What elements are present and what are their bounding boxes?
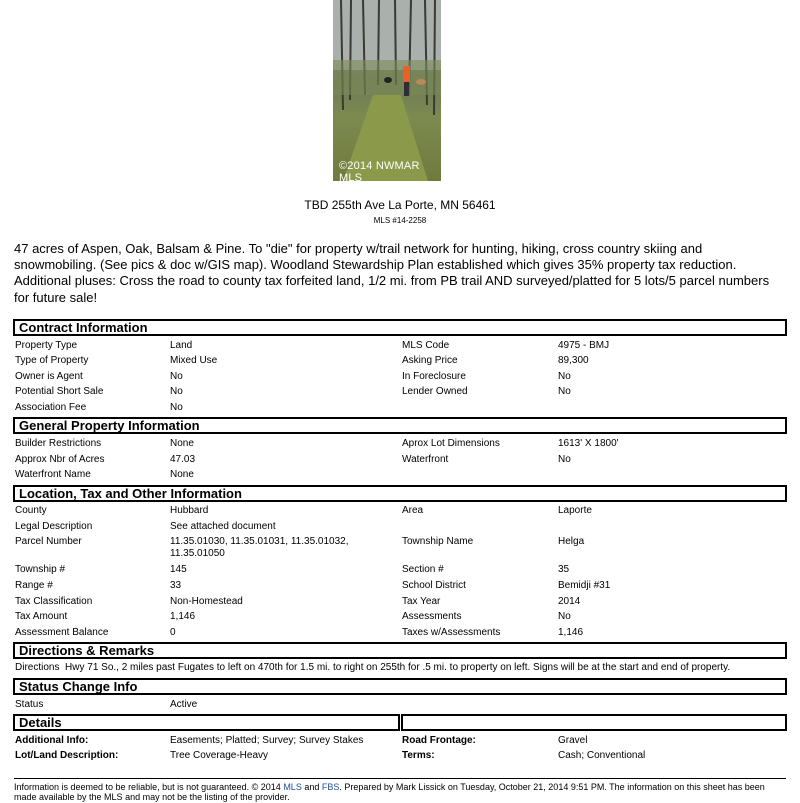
property-photo: [333, 0, 441, 181]
contract-row-1-cell-1: Mixed Use: [170, 355, 218, 366]
details-row-1-cell-0: Lot/Land Description:: [15, 750, 119, 761]
general-row-0-cell-3: 1613' X 1800': [558, 438, 619, 449]
contract-row-1-cell-2: Asking Price: [402, 355, 458, 366]
contract-information-header: Contract Information: [13, 319, 787, 336]
details-row-0-cell-0: Additional Info:: [15, 735, 89, 746]
general-row-1-cell-2: Waterfront: [402, 454, 449, 465]
general-row-2-cell-0: Waterfront Name: [15, 469, 91, 480]
location-row-4-cell-3: 35: [558, 564, 570, 575]
general-row-1-cell-3: No: [558, 454, 571, 465]
contract-row-4-cell-0: Association Fee: [15, 402, 87, 413]
contract-row-2-cell-3: No: [558, 371, 571, 382]
directions-text: Hwy 71 So., 2 miles past Fugates to left on 470th for 1.5 mi. to right on 255th for .5 mi. to property on left. Signs will be at the start and end of property.: [65, 662, 731, 673]
details-row-1-cell-1: Tree Coverage-Heavy: [170, 750, 269, 761]
location-row-8-cell-3: 1,146: [558, 627, 584, 638]
contract-row-2-cell-1: No: [170, 371, 183, 382]
location-row-8-cell-2: Taxes w/Assessments: [402, 627, 501, 638]
details-row-0-cell-2: Road Frontage:: [402, 735, 476, 746]
contract-row-0-cell-1: Land: [170, 340, 193, 351]
location-row-2-cell-2: Township Name: [402, 536, 474, 547]
location-row-8-cell-0: Assessment Balance: [15, 627, 109, 638]
general-row-1-cell-0: Approx Nbr of Acres: [15, 454, 105, 465]
contract-row-0-cell-3: 4975 - BMJ: [558, 340, 610, 351]
mls-link[interactable]: MLS: [283, 782, 302, 792]
footer-text-1: Information is deemed to be reliable, but is not guaranteed. © 2014: [14, 782, 284, 792]
general-row-0-cell-1: None: [170, 438, 194, 449]
location-row-3-cell-1: 11.35.01050: [170, 548, 225, 559]
location-row-1-cell-1: See attached document: [170, 521, 276, 532]
contract-row-1-cell-3: 89,300: [558, 355, 589, 366]
photo-watermark: ©2014 NWMAR MLS: [339, 160, 420, 181]
contract-row-3-cell-0: Potential Short Sale: [15, 386, 104, 397]
location-row-0-cell-2: Area: [402, 505, 424, 516]
disclaimer-footer: [14, 778, 786, 802]
property-address: TBD 255th Ave La Porte, MN 56461: [304, 198, 496, 212]
contract-row-4-cell-1: No: [170, 402, 183, 413]
contract-row-0-cell-0: Property Type: [15, 340, 78, 351]
contract-row-0-cell-2: MLS Code: [402, 340, 450, 351]
details-row-1-cell-3: Cash; Conventional: [558, 750, 646, 761]
location-row-7-cell-3: No: [558, 611, 571, 622]
location-row-0-cell-1: Hubbard: [170, 505, 209, 516]
status-change-info-header: Status Change Info: [13, 678, 787, 695]
location-row-4-cell-1: 145: [170, 564, 187, 575]
location-row-8-cell-1: 0: [170, 627, 176, 638]
contract-row-2-cell-2: In Foreclosure: [402, 371, 466, 382]
contract-row-3-cell-3: No: [558, 386, 571, 397]
location-row-7-cell-2: Assessments: [402, 611, 462, 622]
general-row-0-cell-0: Builder Restrictions: [15, 438, 102, 449]
general-property-information-header: General Property Information: [13, 417, 787, 434]
status-label: Status: [15, 699, 44, 710]
contract-row-3-cell-2: Lender Owned: [402, 386, 468, 397]
location-row-7-cell-0: Tax Amount: [15, 611, 68, 622]
details-row-0-cell-3: Gravel: [558, 735, 588, 746]
public-remarks: 47 acres of Aspen, Oak, Balsam & Pine. To "die" for property w/trail network for hunting, hiking, cross country skiing and snowmobiling. (See pics & doc w/GIS map). Woodland Stewardship Plan established which gives 35% property tax reduction. Additional pluses: Cross the road to county tax forfeited land, 1/2 mi. from PB trail AND surveyed/platted for 5 lots/5 parcel numbers for future sale!: [14, 241, 770, 305]
details-row-0-cell-1: Easements; Platted; Survey; Survey Stakes: [170, 735, 364, 746]
status-value: Active: [170, 699, 198, 710]
contract-row-3-cell-1: No: [170, 386, 183, 397]
location-row-5-cell-1: 33: [170, 580, 182, 591]
details-header-right: [401, 714, 787, 731]
location-row-6-cell-2: Tax Year: [402, 596, 441, 607]
location-tax-information-header: Location, Tax and Other Information: [13, 485, 787, 502]
location-row-4-cell-0: Township #: [15, 564, 66, 575]
location-row-5-cell-3: Bemidji #31: [558, 580, 611, 591]
location-row-5-cell-0: Range #: [15, 580, 53, 591]
location-row-7-cell-1: 1,146: [170, 611, 196, 622]
location-row-5-cell-2: School District: [402, 580, 466, 591]
directions-remarks-header: Directions & Remarks: [13, 642, 787, 659]
details-row-1-cell-2: Terms:: [402, 750, 435, 761]
location-row-6-cell-0: Tax Classification: [15, 596, 93, 607]
location-row-0-cell-0: County: [15, 505, 47, 516]
location-row-6-cell-1: Non-Homestead: [170, 596, 243, 607]
contract-row-2-cell-0: Owner is Agent: [15, 371, 83, 382]
location-row-1-cell-0: Legal Description: [15, 521, 93, 532]
location-row-2-cell-1: 11.35.01030, 11.35.01031, 11.35.01032,: [170, 536, 349, 547]
location-row-2-cell-3: Helga: [558, 536, 585, 547]
general-row-1-cell-1: 47.03: [170, 454, 196, 465]
general-row-0-cell-2: Aprox Lot Dimensions: [402, 438, 500, 449]
directions-row: [15, 662, 730, 674]
location-row-4-cell-2: Section #: [402, 564, 444, 575]
location-row-6-cell-3: 2014: [558, 596, 581, 607]
details-header: Details: [13, 714, 400, 731]
location-row-2-cell-0: Parcel Number: [15, 536, 82, 547]
fbs-link[interactable]: FBS: [321, 782, 340, 792]
mls-number: MLS #14-2258: [373, 216, 427, 225]
directions-label: Directions: [15, 662, 60, 673]
footer-and: and: [301, 782, 322, 792]
location-row-0-cell-3: Laporte: [558, 505, 592, 516]
footer-text-2: . Prepared by Mark Lissick on Tuesday, October 21, 2014 9:51 PM. The information on this sheet has been made available by the MLS and may not be the listing of the provider.: [14, 782, 765, 802]
general-row-2-cell-1: None: [170, 469, 194, 480]
contract-row-1-cell-0: Type of Property: [15, 355, 89, 366]
